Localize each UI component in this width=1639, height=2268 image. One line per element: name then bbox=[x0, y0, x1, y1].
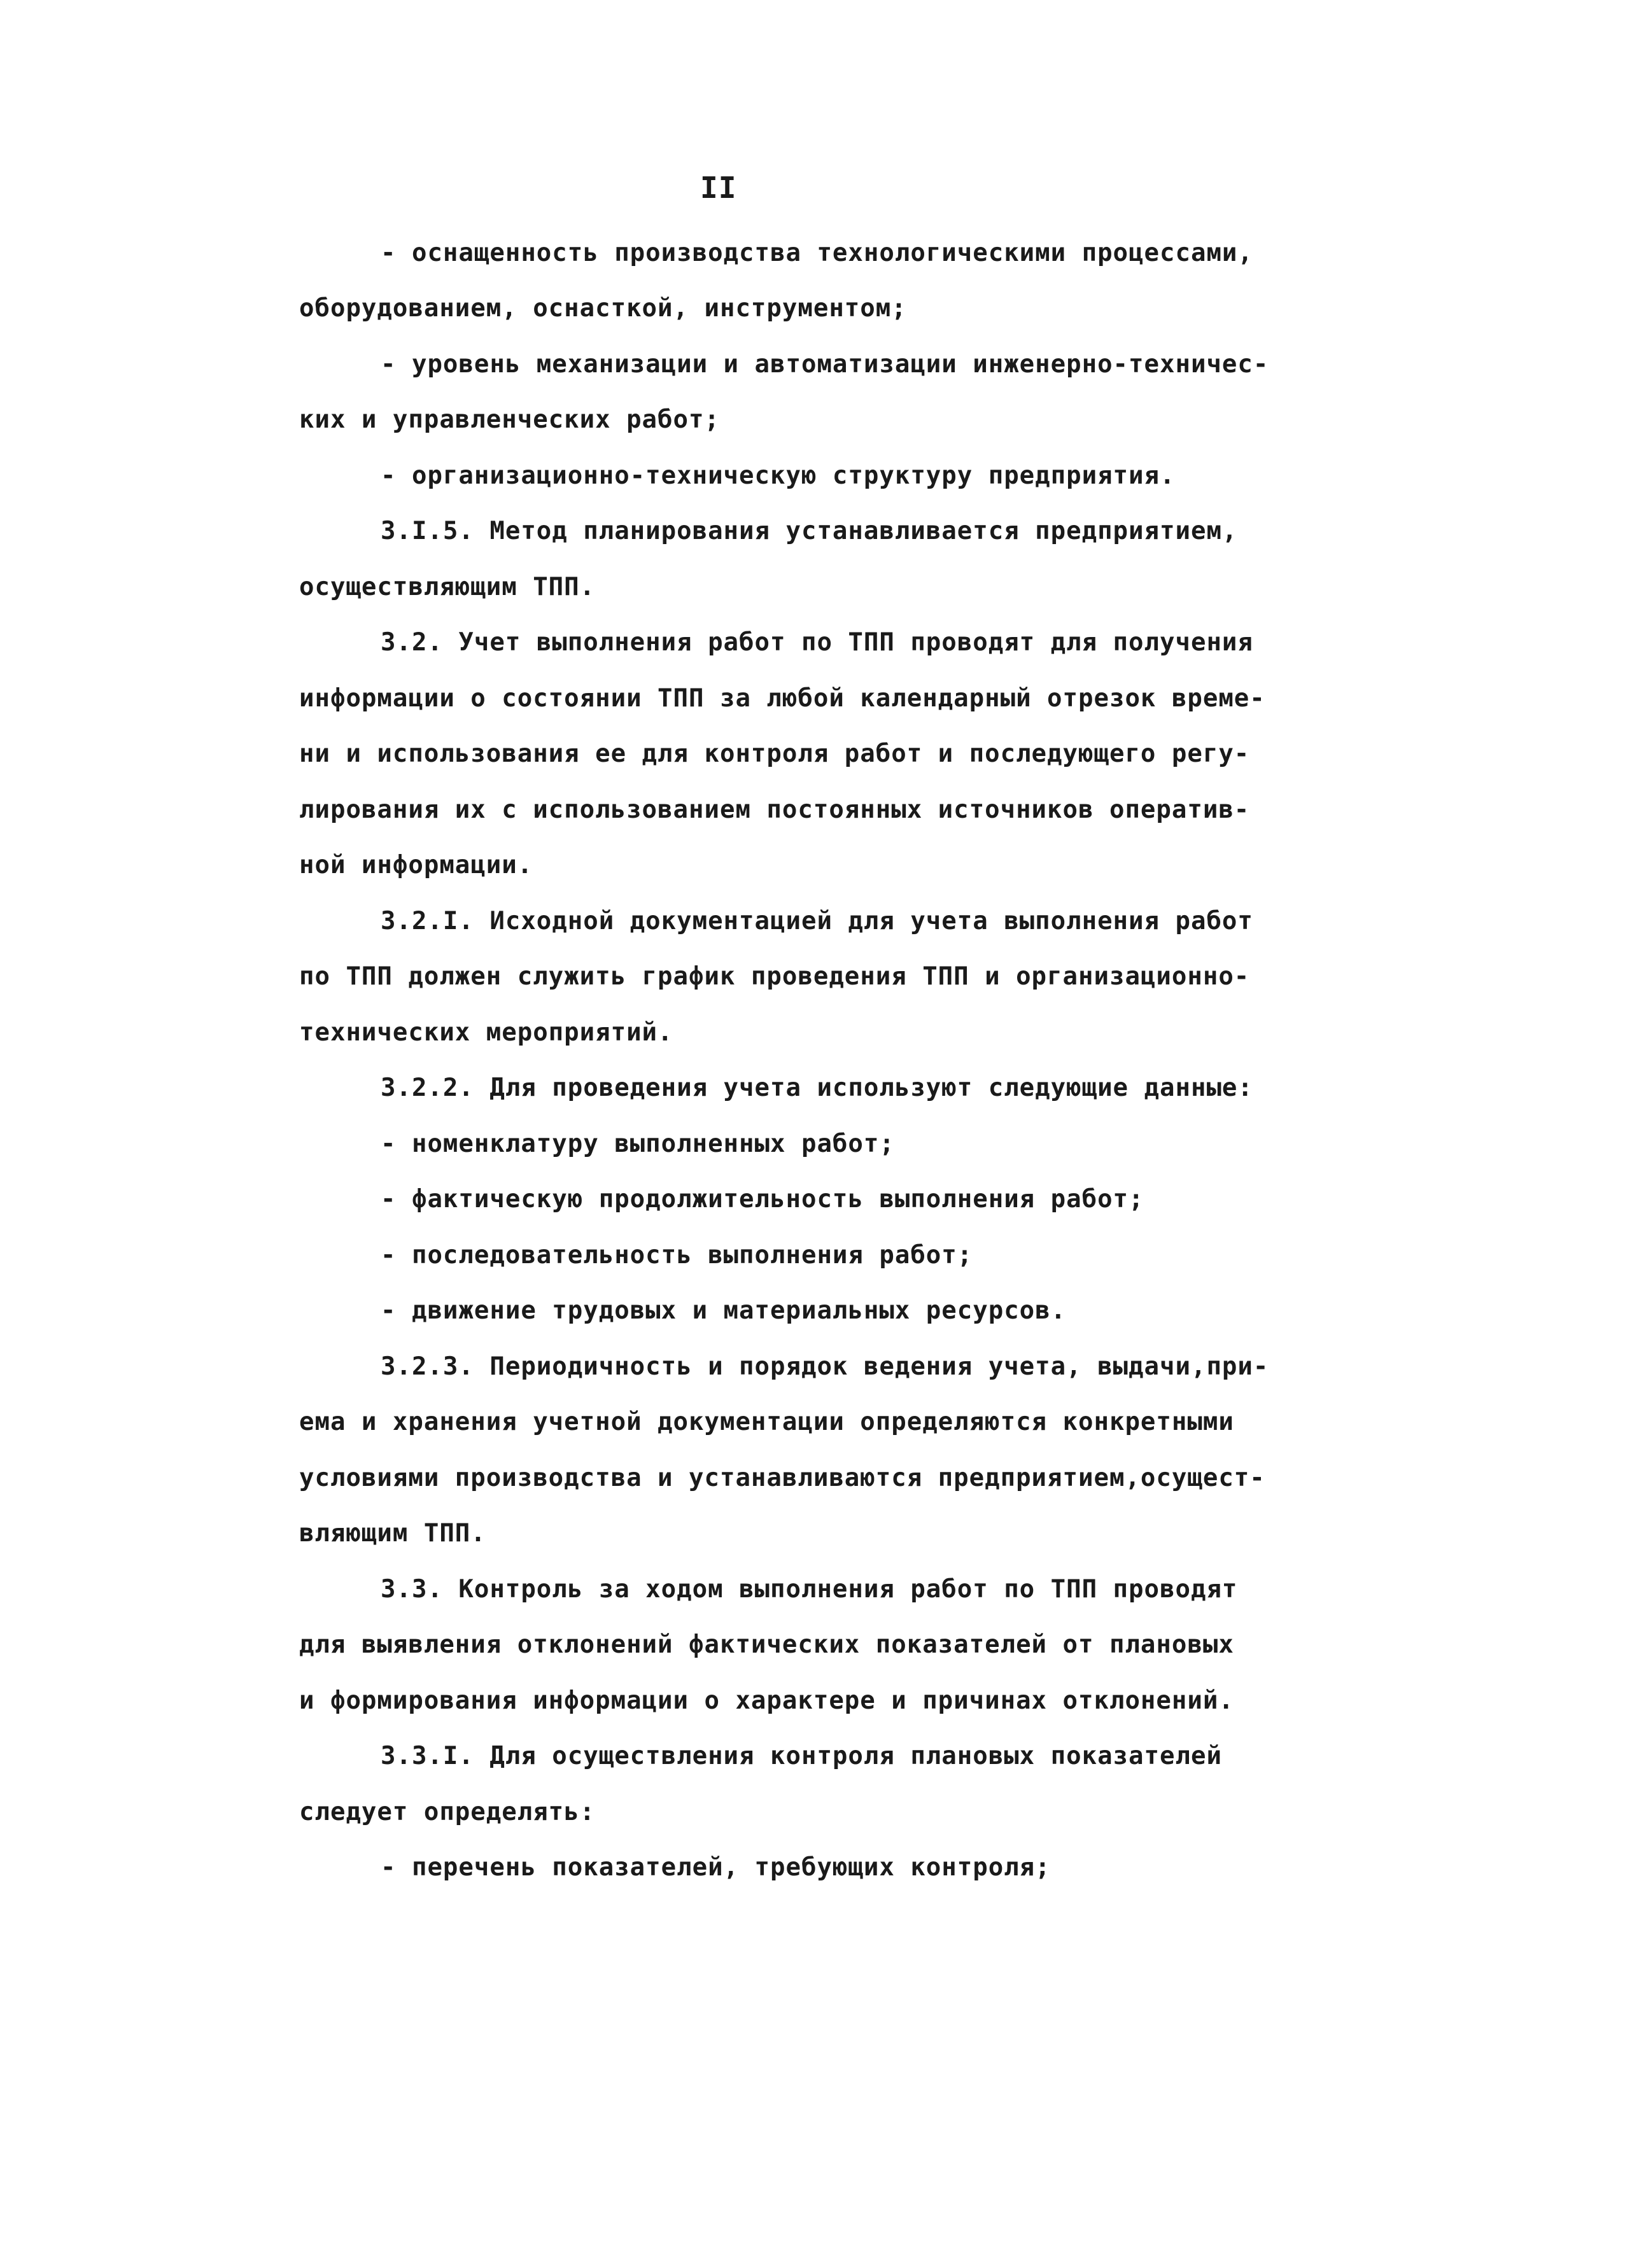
text-line: - оснащенность производства технологическими процессами, bbox=[381, 239, 1253, 267]
text-line: ема и хранения учетной документации определяются конкретными bbox=[299, 1408, 1234, 1436]
text-line: - уровень механизации и автоматизации инженерно-техничес- bbox=[381, 350, 1269, 379]
text-line: следует определять: bbox=[299, 1798, 596, 1826]
text-line: условиями производства и устанавливаются предприятием,осущест- bbox=[299, 1464, 1265, 1492]
text-line: вляющим ТПП. bbox=[299, 1519, 486, 1548]
text-line: 3.2.3. Периодичность и порядок ведения учета, выдачи,при- bbox=[381, 1352, 1269, 1381]
text-line: - последовательность выполнения работ; bbox=[381, 1241, 973, 1270]
text-line: - фактическую продолжительность выполнения работ; bbox=[381, 1185, 1144, 1214]
text-line: - движение трудовых и материальных ресурсов. bbox=[381, 1296, 1067, 1325]
text-line: осуществляющим ТПП. bbox=[299, 573, 596, 601]
text-line: оборудованием, оснасткой, инструментом; bbox=[299, 294, 907, 323]
text-line: по ТПП должен служить график проведения ТПП и организационно- bbox=[299, 962, 1250, 991]
text-line: 3.2.2. Для проведения учета используют следующие данные: bbox=[381, 1074, 1253, 1102]
text-line: технических мероприятий. bbox=[299, 1018, 673, 1047]
text-line: для выявления отклонений фактических показателей от плановых bbox=[299, 1630, 1234, 1659]
text-line: ких и управленческих работ; bbox=[299, 405, 720, 434]
text-line: информации о состоянии ТПП за любой календарный отрезок време- bbox=[299, 684, 1265, 713]
text-line: 3.2.I. Исходной документацией для учета выполнения работ bbox=[381, 907, 1253, 935]
text-line: 3.3. Контроль за ходом выполнения работ по ТПП проводят bbox=[381, 1575, 1238, 1604]
text-line: - номенклатуру выполненных работ; bbox=[381, 1130, 895, 1158]
text-line: 3.3.I. Для осуществления контроля плановых показателей bbox=[381, 1742, 1222, 1770]
text-line: и формирования информации о характере и причинах отклонений. bbox=[299, 1686, 1234, 1715]
text-line: 3.I.5. Метод планирования устанавливается предприятием, bbox=[381, 517, 1238, 545]
text-line: - организационно-техническую структуру предприятия. bbox=[381, 461, 1176, 490]
text-line: ни и использования ее для контроля работ и последующего регу- bbox=[299, 739, 1250, 768]
text-line: - перечень показателей, требующих контроля; bbox=[381, 1853, 1051, 1882]
page-number: II bbox=[700, 171, 737, 205]
text-line: 3.2. Учет выполнения работ по ТПП проводят для получения bbox=[381, 628, 1253, 657]
text-line: лирования их с использованием постоянных источников оператив- bbox=[299, 795, 1250, 824]
text-line: ной информации. bbox=[299, 851, 533, 879]
